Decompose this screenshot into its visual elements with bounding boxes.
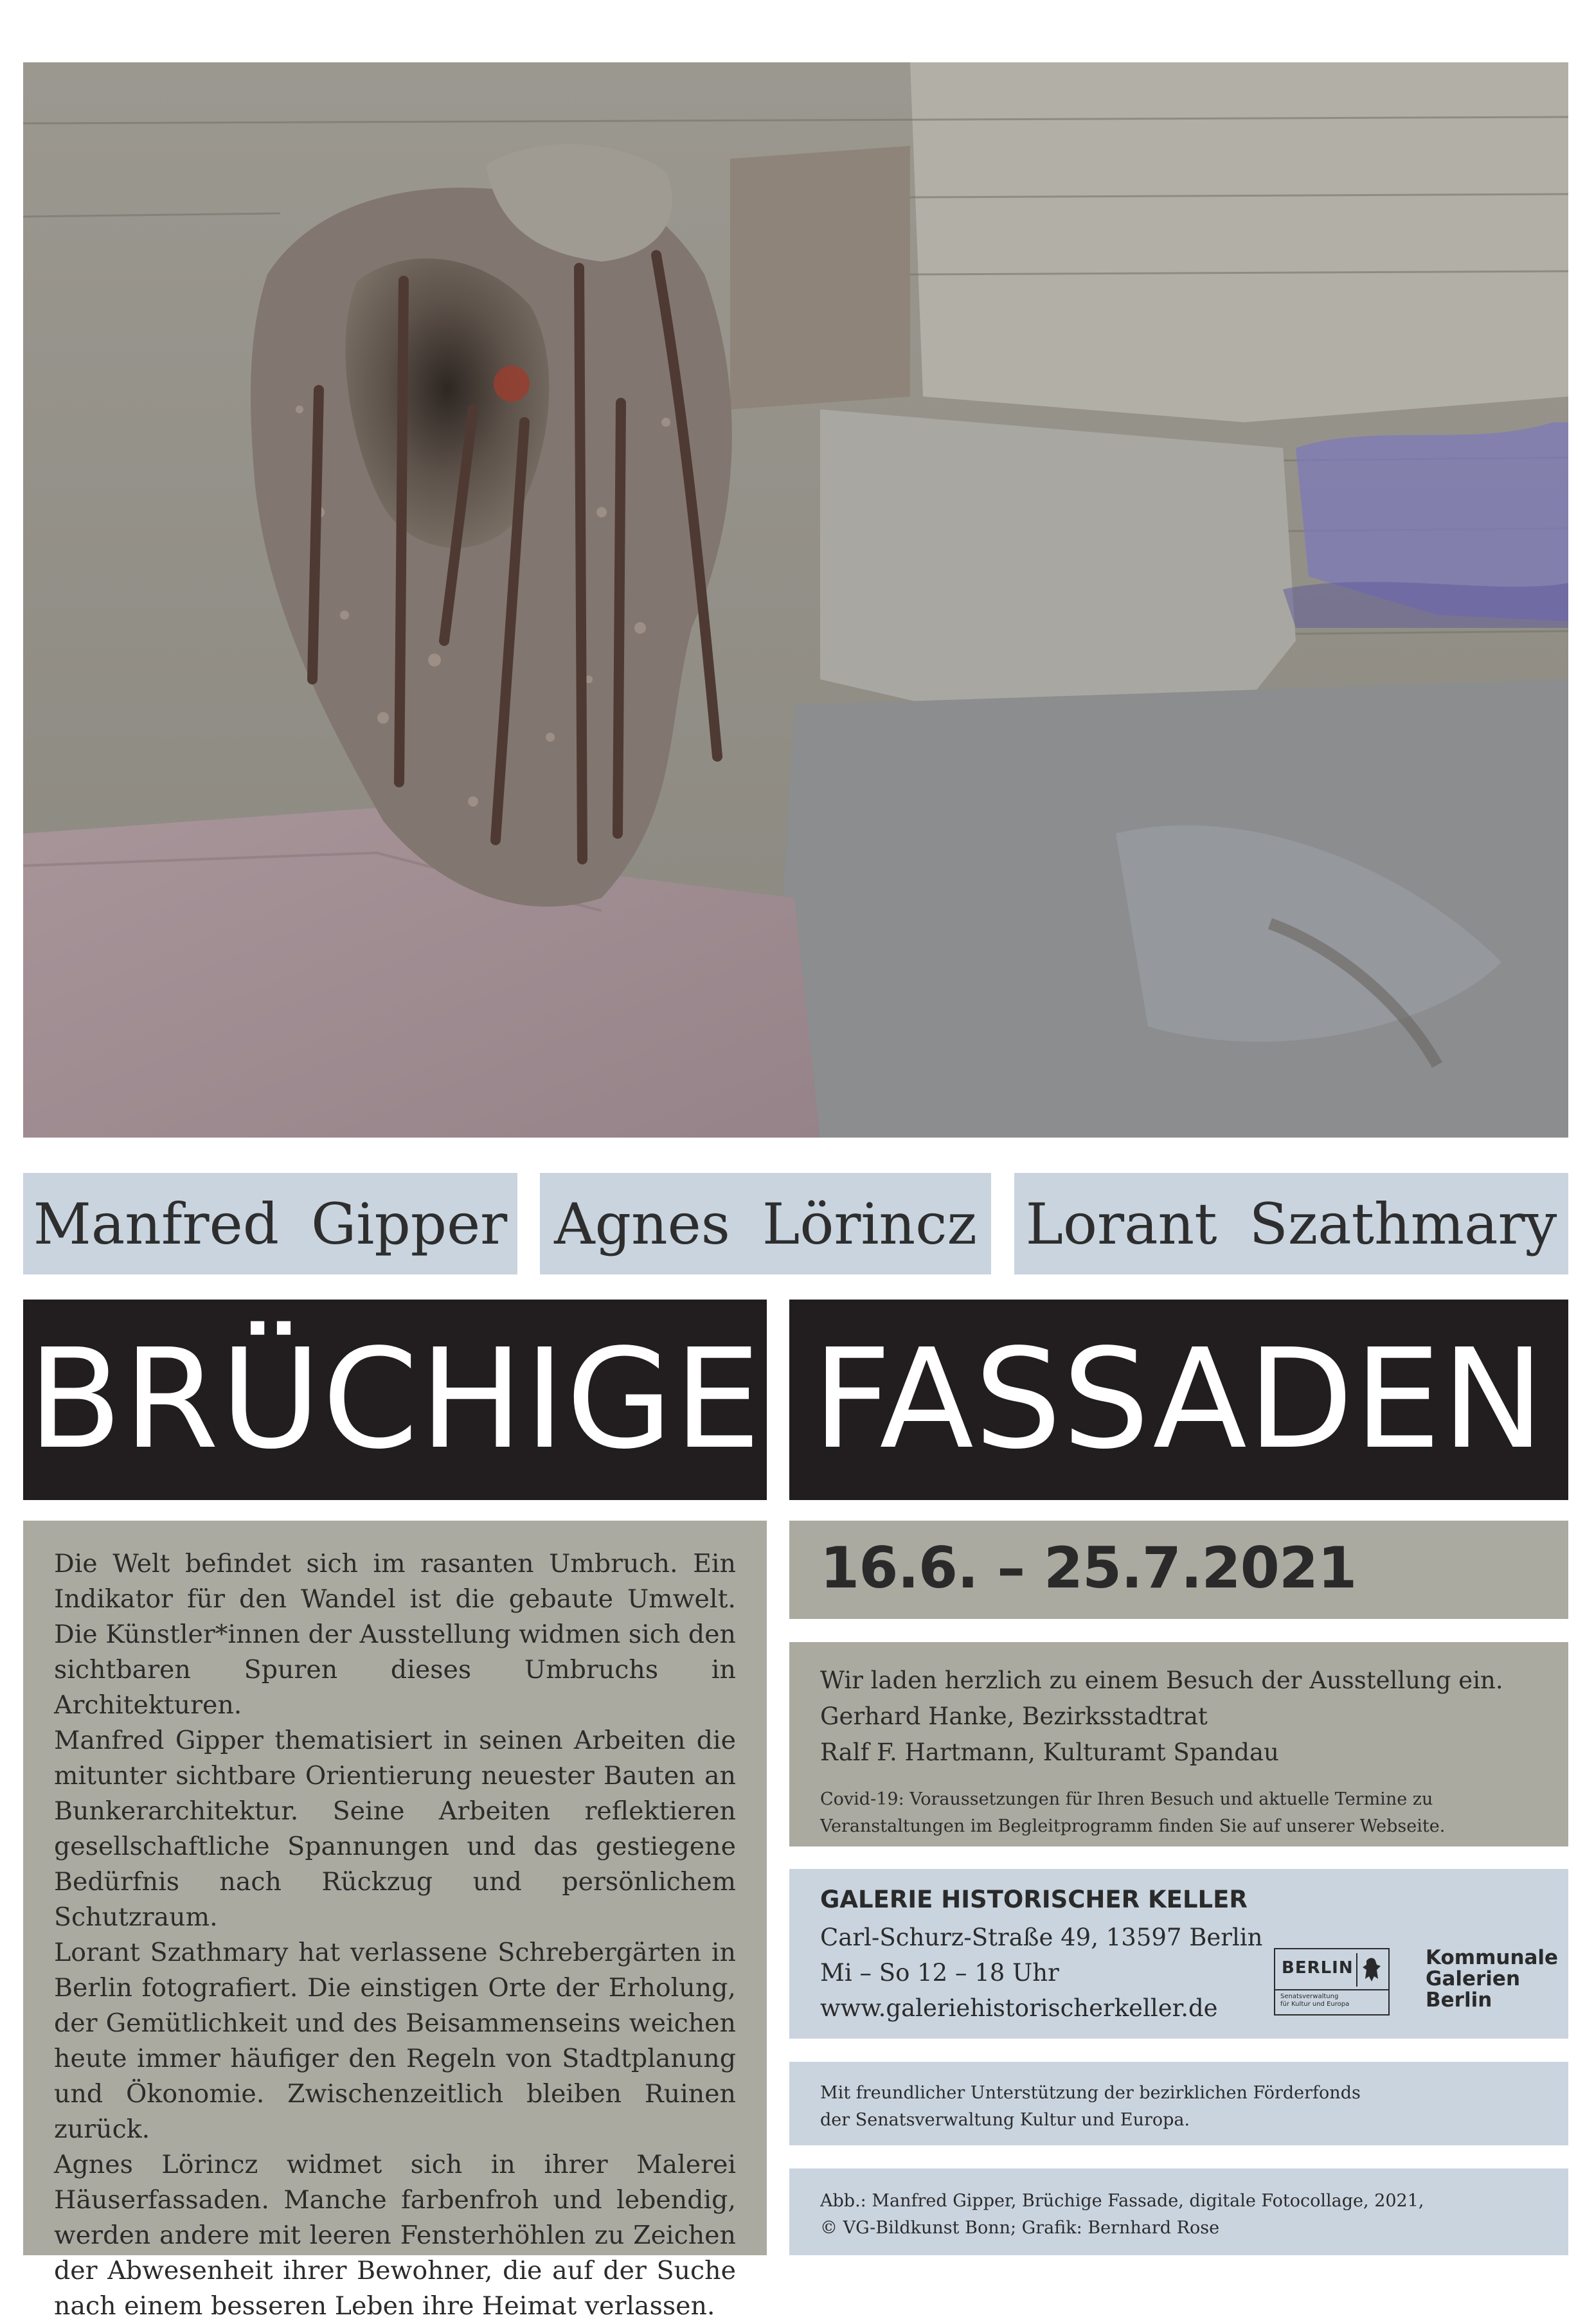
berlin-senate-logo: [1274, 1948, 1390, 2016]
invitation-signer-1: Gerhard Hanke, Bezirksstadtrat: [820, 1703, 1208, 1730]
support-line-1: Mit freundlicher Unterstützung der bezirklichen Förderfonds: [820, 2083, 1361, 2103]
kommunale-logo-line-3: Berlin: [1426, 1989, 1492, 2012]
credit-line-1: Abb.: Manfred Gipper, Brüchige Fassade, digitale Fotocollage, 2021,: [820, 2191, 1424, 2211]
berlin-logo-word: BERLIN: [1282, 1958, 1354, 1978]
gallery-name: GALERIE HISTORISCHER KELLER: [820, 1886, 1248, 1913]
kommunale-galerien-logo: [1426, 1946, 1559, 2012]
exhibition-title-word-1: BRÜCHIGE: [23, 1300, 767, 1500]
exhibition-photo: [23, 62, 1568, 1138]
gallery-address: Carl-Schurz-Straße 49, 13597 Berlin: [820, 1924, 1263, 1951]
support-line-2: der Senatsverwaltung Kultur und Europa.: [820, 2110, 1190, 2130]
description-paragraph-1: Die Welt befindet sich im rasanten Umbruch. Ein Indikator für den Wandel ist die gebaute Umwelt. Die Künstler*innen der Ausstellung widmen sich den sichtbaren Spuren dieses Umbruchs in Architekturen.: [54, 1549, 736, 1720]
gallery-website-link[interactable]: www.galeriehistorischerkeller.de: [820, 1994, 1218, 2022]
image-credit: [789, 2168, 1568, 2255]
artist-name-3: Lorant Szathmary: [1014, 1173, 1568, 1274]
artist-name-1: Manfred Gipper: [23, 1173, 517, 1274]
kommunale-logo-line-2: Galerien: [1426, 1967, 1521, 1990]
berlin-bear-icon: [1356, 1953, 1386, 1987]
gallery-hours: Mi – So 12 – 18 Uhr: [820, 1959, 1059, 1987]
exhibition-title-word-2: FASSADEN: [789, 1300, 1568, 1500]
credit-line-2: © VG-Bildkunst Bonn; Grafik: Bernhard Rose: [820, 2218, 1220, 2238]
invitation-box: [789, 1642, 1568, 1846]
support-notice: [789, 2062, 1568, 2145]
crumbling-wall-artwork: [23, 62, 1568, 1138]
berlin-logo-rule: [1275, 1989, 1388, 1990]
exhibition-dates: 16.6. – 25.7.2021: [789, 1521, 1568, 1619]
artist-name-2: Agnes Lörincz: [540, 1173, 991, 1274]
invitation-text: Wir laden herzlich zu einem Besuch der Ausstellung ein.: [820, 1667, 1503, 1694]
exhibition-description: [23, 1521, 767, 2321]
description-paragraph-4: Agnes Lörincz widmet sich in ihrer Malerei Häuserfassaden. Manche farbenfroh und lebendig, werden andere mit leeren Fensterhöhlen zu Zeichen der Abwesenheit ihrer Bewohner, die auf der Suche nach einem besseren Leben ihre Heimat verlassen.: [54, 2150, 736, 2321]
kommunale-logo-line-1: Kommunale: [1426, 1946, 1559, 1969]
invitation-signer-2: Ralf F. Hartmann, Kulturamt Spandau: [820, 1739, 1279, 1766]
berlin-logo-subtitle: Senatsverwaltung für Kultur und Europa: [1280, 1993, 1350, 2008]
description-paragraph-2: Manfred Gipper thematisiert in seinen Arbeiten die mitunter sichtbare Orientierung neuester Bauten an Bunkerarchitektur. Seine Arbeiten reflektieren gesellschaftliche Spannungen und das gestiegene Bedürfnis nach Rückzug und persönlichem Schutzraum.: [54, 1726, 736, 1932]
covid-notice: Covid-19: Voraussetzungen für Ihren Besuch und aktuelle Termine zu Veranstaltungen im Begleitprogramm finden Sie auf unserer Webseite.: [820, 1789, 1446, 1836]
description-paragraph-3: Lorant Szathmary hat verlassene Schrebergärten in Berlin fotografiert. Die einstigen Orte der Erholung, der Gemütlichkeit und des Beisammenseins weichen heute immer häufiger den Regeln von Stadtplanung und Ökonomie. Zwischenzeitlich bleiben Ruinen zurück.: [54, 1938, 736, 2144]
